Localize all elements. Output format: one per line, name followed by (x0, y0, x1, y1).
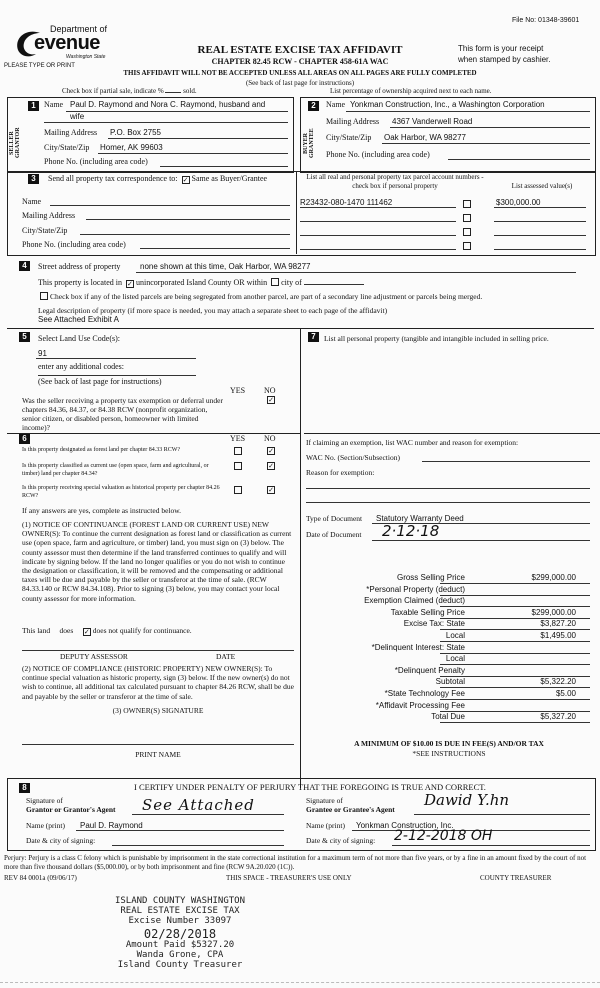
minimum-due-text: A MINIMUM OF $10.00 IS DUE IN FEE(S) AND/OR TAX (354, 739, 544, 748)
seller-city-state-zip[interactable]: Homer, AK 99603 (100, 143, 163, 152)
personal-property-checkbox-2[interactable] (463, 214, 471, 222)
historical-no-checkbox[interactable]: ✓ (268, 486, 274, 494)
grantee-name[interactable]: Yonkman Construction, Inc. (356, 821, 454, 830)
reason-label: Reason for exemption: (306, 468, 375, 477)
stamp-line-6: Wanda Grone, CPA (136, 950, 224, 960)
grantee-name-label: Name (print) (306, 821, 345, 830)
seller-city-label: City/State/Zip (44, 143, 90, 152)
historical-question: Is this property receiving special valuation as historical property per chapter 84.26 RCW? (22, 485, 220, 499)
s5-no-header: NO (264, 386, 276, 395)
fee-value[interactable]: $3,827.20 (540, 619, 576, 629)
personal-property-checkbox-3[interactable] (463, 228, 471, 236)
doc-date-label: Date of Document (306, 530, 362, 539)
stamp-line-2: REAL ESTATE EXCISE TAX (120, 906, 240, 916)
seller-name[interactable]: Paul D. Raymond and Nora C. Raymond, husband and (70, 100, 266, 109)
personal-property-checkbox-4[interactable] (463, 242, 471, 250)
forest-yes-checkbox[interactable] (234, 447, 242, 455)
exemption-question: Was the seller receiving a property tax exemption or deferral under chapters 84.36, 84.37, or 84.38 RCW (nonprofit organization, senior citizen, or disabled person, homeowner with limited income)? (22, 396, 223, 432)
land-use-see-back: (See back of last page for instructions) (38, 377, 162, 386)
form-chapter: CHAPTER 82.45 RCW - CHAPTER 458-61A WAC (211, 57, 389, 66)
personal-property-label: List all personal property (tangible and intangible included in selling price. (324, 334, 549, 343)
additional-codes-label: enter any additional codes: (38, 362, 124, 371)
partial-sale-label: Check box if partial sale, indicate % sold. (62, 87, 197, 95)
fee-label: Local (445, 631, 465, 640)
fee-label: *Personal Property (deduct) (366, 584, 465, 594)
assessed-value[interactable]: $300,000.00 (496, 198, 541, 207)
fee-label: Exemption Claimed (deduct) (364, 596, 465, 606)
buyer-phone-label: Phone No. (including area code) (326, 150, 430, 159)
exemption-no-checkbox[interactable]: ✓ (268, 396, 274, 404)
grantor-name-label: Name (print) (26, 821, 65, 830)
seller-mailing-address[interactable]: P.O. Box 2755 (110, 128, 161, 137)
wac-label: WAC No. (Section/Subsection) (306, 453, 400, 462)
segregated-checkbox[interactable] (40, 292, 48, 300)
assessed-header: List assessed value(s) (511, 182, 573, 190)
doc-type-label: Type of Document (306, 514, 363, 523)
forest-land-question: Is this property designated as forest land per chapter 84.33 RCW? (22, 447, 181, 453)
grantor-agent-label: Grantor or Grantor's Agent (26, 805, 116, 814)
land-use-code[interactable]: 91 (38, 349, 47, 358)
qualify-line: This land does ✓ does not qualify for continuance. (22, 626, 192, 636)
section-6-number: 6 (19, 434, 30, 444)
historical-yes-checkbox[interactable] (234, 486, 242, 494)
fee-label: Subtotal (435, 677, 465, 687)
fee-value[interactable]: $299,000.00 (531, 607, 576, 617)
unincorporated-checkbox[interactable]: ✓ (127, 280, 133, 288)
logo-sub-text: Washington State (66, 54, 106, 60)
section-4-number: 4 (19, 261, 30, 271)
grantee-sig-label: Signature of (306, 796, 343, 805)
s3-phone-label: Phone No. (including area code) (22, 240, 126, 249)
claiming-exemption-label: If claiming an exemption, list WAC number and reason for exemption: (306, 438, 519, 447)
seller-name-continued[interactable]: wife (70, 112, 85, 121)
logo-main-text: evenue (34, 32, 100, 54)
segregated-text: Check box if any of the listed parcels are being segregated from another parcel, are part of a secondary line adjustment or parcels being merged. (38, 292, 482, 301)
property-location: This property is located in ✓ unincorporated Island County OR within city of (38, 278, 364, 288)
send-correspondence: Send all property tax correspondence to: ✓ Same as Buyer/Grantee (48, 174, 268, 184)
legal-description[interactable]: See Attached Exhibit A (38, 315, 119, 324)
personal-property-checkbox-1[interactable] (463, 200, 471, 208)
document-type[interactable]: Statutory Warranty Deed (376, 514, 464, 523)
fee-label: *Delinquent Penalty (394, 665, 465, 675)
seller-mail-label: Mailing Address (44, 128, 98, 137)
seller-name-label: Name (44, 100, 64, 109)
street-address[interactable]: none shown at this time, Oak Harbor, WA 98277 (140, 262, 311, 271)
fee-value[interactable]: $299,000.00 (531, 573, 576, 582)
please-type: PLEASE TYPE OR PRINT (4, 63, 75, 69)
grantee-date-city[interactable]: 2-12-2018 OH (394, 828, 493, 844)
grantor-name[interactable]: Paul D. Raymond (80, 821, 143, 830)
stamp-line-4: 02/28/2018 (143, 927, 217, 941)
receipt-line-2: when stamped by cashier. (458, 55, 551, 64)
fee-label: Gross Selling Price (396, 573, 465, 582)
grantor-sig-label: Signature of (26, 796, 63, 805)
stamp-line-3: Excise Number 33097 (128, 916, 232, 926)
grantee-date-label: Date & city of signing: (306, 836, 376, 845)
print-name-label: PRINT NAME (135, 750, 181, 759)
section-2-number: 2 (308, 101, 319, 111)
section-5-number: 5 (19, 332, 30, 342)
fee-underline (440, 722, 590, 723)
file-number: File No: 01348-39601 (512, 17, 580, 24)
street-label: Street address of property (38, 262, 121, 271)
seller-phone-label: Phone No. (including area code) (44, 157, 148, 166)
fee-label: *Delinquent Interest: State (371, 642, 465, 652)
fee-label: Excise Tax: State (403, 619, 465, 629)
land-use-label: Select Land Use Code(s): (38, 334, 120, 343)
section-7-number: 7 (308, 332, 319, 342)
certify-text: I CERTIFY UNDER PENALTY OF PERJURY THAT THE FOREGOING IS TRUE AND CORRECT. (134, 782, 486, 792)
fee-label: Taxable Selling Price (390, 607, 465, 617)
document-date[interactable]: 2·12·18 (382, 522, 440, 540)
stamp-line-5: Amount Paid $5327.20 (125, 940, 235, 950)
notice-compliance: (2) NOTICE OF COMPLIANCE (HISTORIC PROPERTY) NEW OWNER(S): To continue special valuation as historic property, sign (3) below. If the new owner(s) do not wish to continue, all additional tax calculated pursuant to chapter 84.26 RCW, shall be due and payable by the seller or transferor at the time of sale. (22, 664, 294, 701)
buyer-name-label: Name (326, 100, 346, 109)
city-checkbox[interactable] (271, 278, 279, 286)
s3-city-label: City/State/Zip (22, 226, 68, 235)
forest-no-checkbox[interactable]: ✓ (268, 447, 274, 455)
buyer-mail-label: Mailing Address (326, 117, 380, 126)
list-percentage-text: List percentage of ownership acquired next to each name. (330, 87, 492, 95)
section-8-number: 8 (19, 783, 30, 793)
logo-top-text: Department of (50, 24, 108, 34)
s5-yes-header: YES (230, 386, 246, 395)
section-1-number: 1 (28, 101, 39, 111)
seller-side-label: SELLER GRANTOR (9, 127, 21, 159)
fee-value[interactable]: $5,322.20 (540, 677, 576, 687)
parcel-number[interactable]: R23432-080-1470 111462 (300, 198, 393, 207)
same-as-buyer-checkbox[interactable]: ✓ (182, 176, 189, 184)
fee-value[interactable]: $1,495.00 (540, 631, 576, 640)
parcel-header: List all real and personal property tax parcel account numbers - check box if personal property (306, 173, 484, 190)
buyer-city-label: City/State/Zip (326, 133, 372, 142)
s3-mail-label: Mailing Address (22, 211, 76, 220)
receipt-line-1: This form is your receipt (458, 44, 544, 53)
stamp-line-1: ISLAND COUNTY WASHINGTON (114, 896, 246, 906)
see-instructions-text: *SEE INSTRUCTIONS (412, 749, 486, 758)
current-use-no-checkbox[interactable]: ✓ (268, 462, 274, 470)
owner-signature-label: (3) OWNER(S) SIGNATURE (112, 706, 204, 715)
section-3-number: 3 (28, 174, 39, 184)
fee-value[interactable]: $5.00 (555, 689, 576, 698)
see-back-text: (See back of last page for instructions) (245, 79, 355, 87)
s3-name-label: Name (22, 197, 42, 206)
rev-number: REV 84 0001a (09/06/17) (4, 874, 77, 882)
grantee-agent-label: Grantee or Grantee's Agent (306, 805, 395, 814)
logo (6, 22, 136, 66)
fee-value[interactable]: $5,327.20 (540, 712, 576, 722)
fee-label: *Affidavit Processing Fee (375, 700, 465, 710)
s6-yes-header: YES (230, 434, 246, 443)
buyer-name[interactable]: Yonkman Construction, Inc., a Washington Corporation (350, 100, 545, 109)
buyer-side-label: BUYER GRANTEE (303, 128, 315, 158)
current-use-question: Is this property classified as current use (open space, farm and agricultural, or timber) land per chapter 84.34? (22, 463, 209, 477)
grantor-signature[interactable]: See Attached (142, 796, 255, 814)
buyer-mailing-address[interactable]: 4367 Vanderwell Road (392, 117, 473, 126)
fee-label: Local (445, 654, 465, 664)
deputy-date-label: DATE (216, 652, 236, 661)
does-not-qualify-checkbox[interactable]: ✓ (83, 628, 90, 636)
warning-text: THIS AFFIDAVIT WILL NOT BE ACCEPTED UNLESS ALL AREAS ON ALL PAGES ARE FULLY COMPLETED (123, 69, 477, 77)
deputy-assessor-label: DEPUTY ASSESSOR (60, 652, 128, 661)
form-title: REAL ESTATE EXCISE TAX AFFIDAVIT (197, 44, 403, 56)
county-treasurer-label: COUNTY TREASURER (480, 874, 552, 882)
treasurer-space-label: THIS SPACE - TREASURER'S USE ONLY (226, 874, 352, 882)
current-use-yes-checkbox[interactable] (234, 462, 242, 470)
notice-continuance: (1) NOTICE OF CONTINUANCE (FOREST LAND OR CURRENT USE) NEW OWNER(S): To continue the current designation as forest land or classification as current use (open space, farm and agriculture, or timber) land, you must sign on (3) below. The county assessor must then determine if the land transferred continues to qualify and will indicate by signing below. If the land no longer qualifies or you do not wish to continue the designation or classification, it will be removed and the compensating or additional taxes will be due and payable by the seller or transferor at the time of sale. (RCW 84.33.140 or RCW 84.34.108). Prior to signing (3) below, you may contact your local county assessor for more information. (22, 520, 292, 603)
if-yes-text: If any answers are yes, complete as instructed below. (22, 506, 182, 515)
grantee-signature[interactable]: Dawid Y.hn (424, 791, 510, 809)
fee-label: Total Due (431, 712, 465, 722)
perjury-text: Perjury: Perjury is a class C felony which is punishable by imprisonment in the state correctional institution for a maximum term of not more than five years, or by a fine in an amount fixed by the court of not more than five thousand dollars ($5,000.00), or by both imprisonment and fine (RCW 9A.20.020 (1C)). (4, 854, 587, 871)
grantor-date-label: Date & city of signing: (26, 836, 96, 845)
fee-label: *State Technology Fee (384, 689, 465, 698)
stamp-line-7: Island County Treasurer (117, 960, 243, 970)
s6-no-header: NO (264, 434, 276, 443)
buyer-city-state-zip[interactable]: Oak Harbor, WA 98277 (384, 133, 466, 142)
legal-description-label: Legal description of property (if more space is needed, you may attach a separate sheet to each page of the affidavit) (38, 306, 388, 315)
